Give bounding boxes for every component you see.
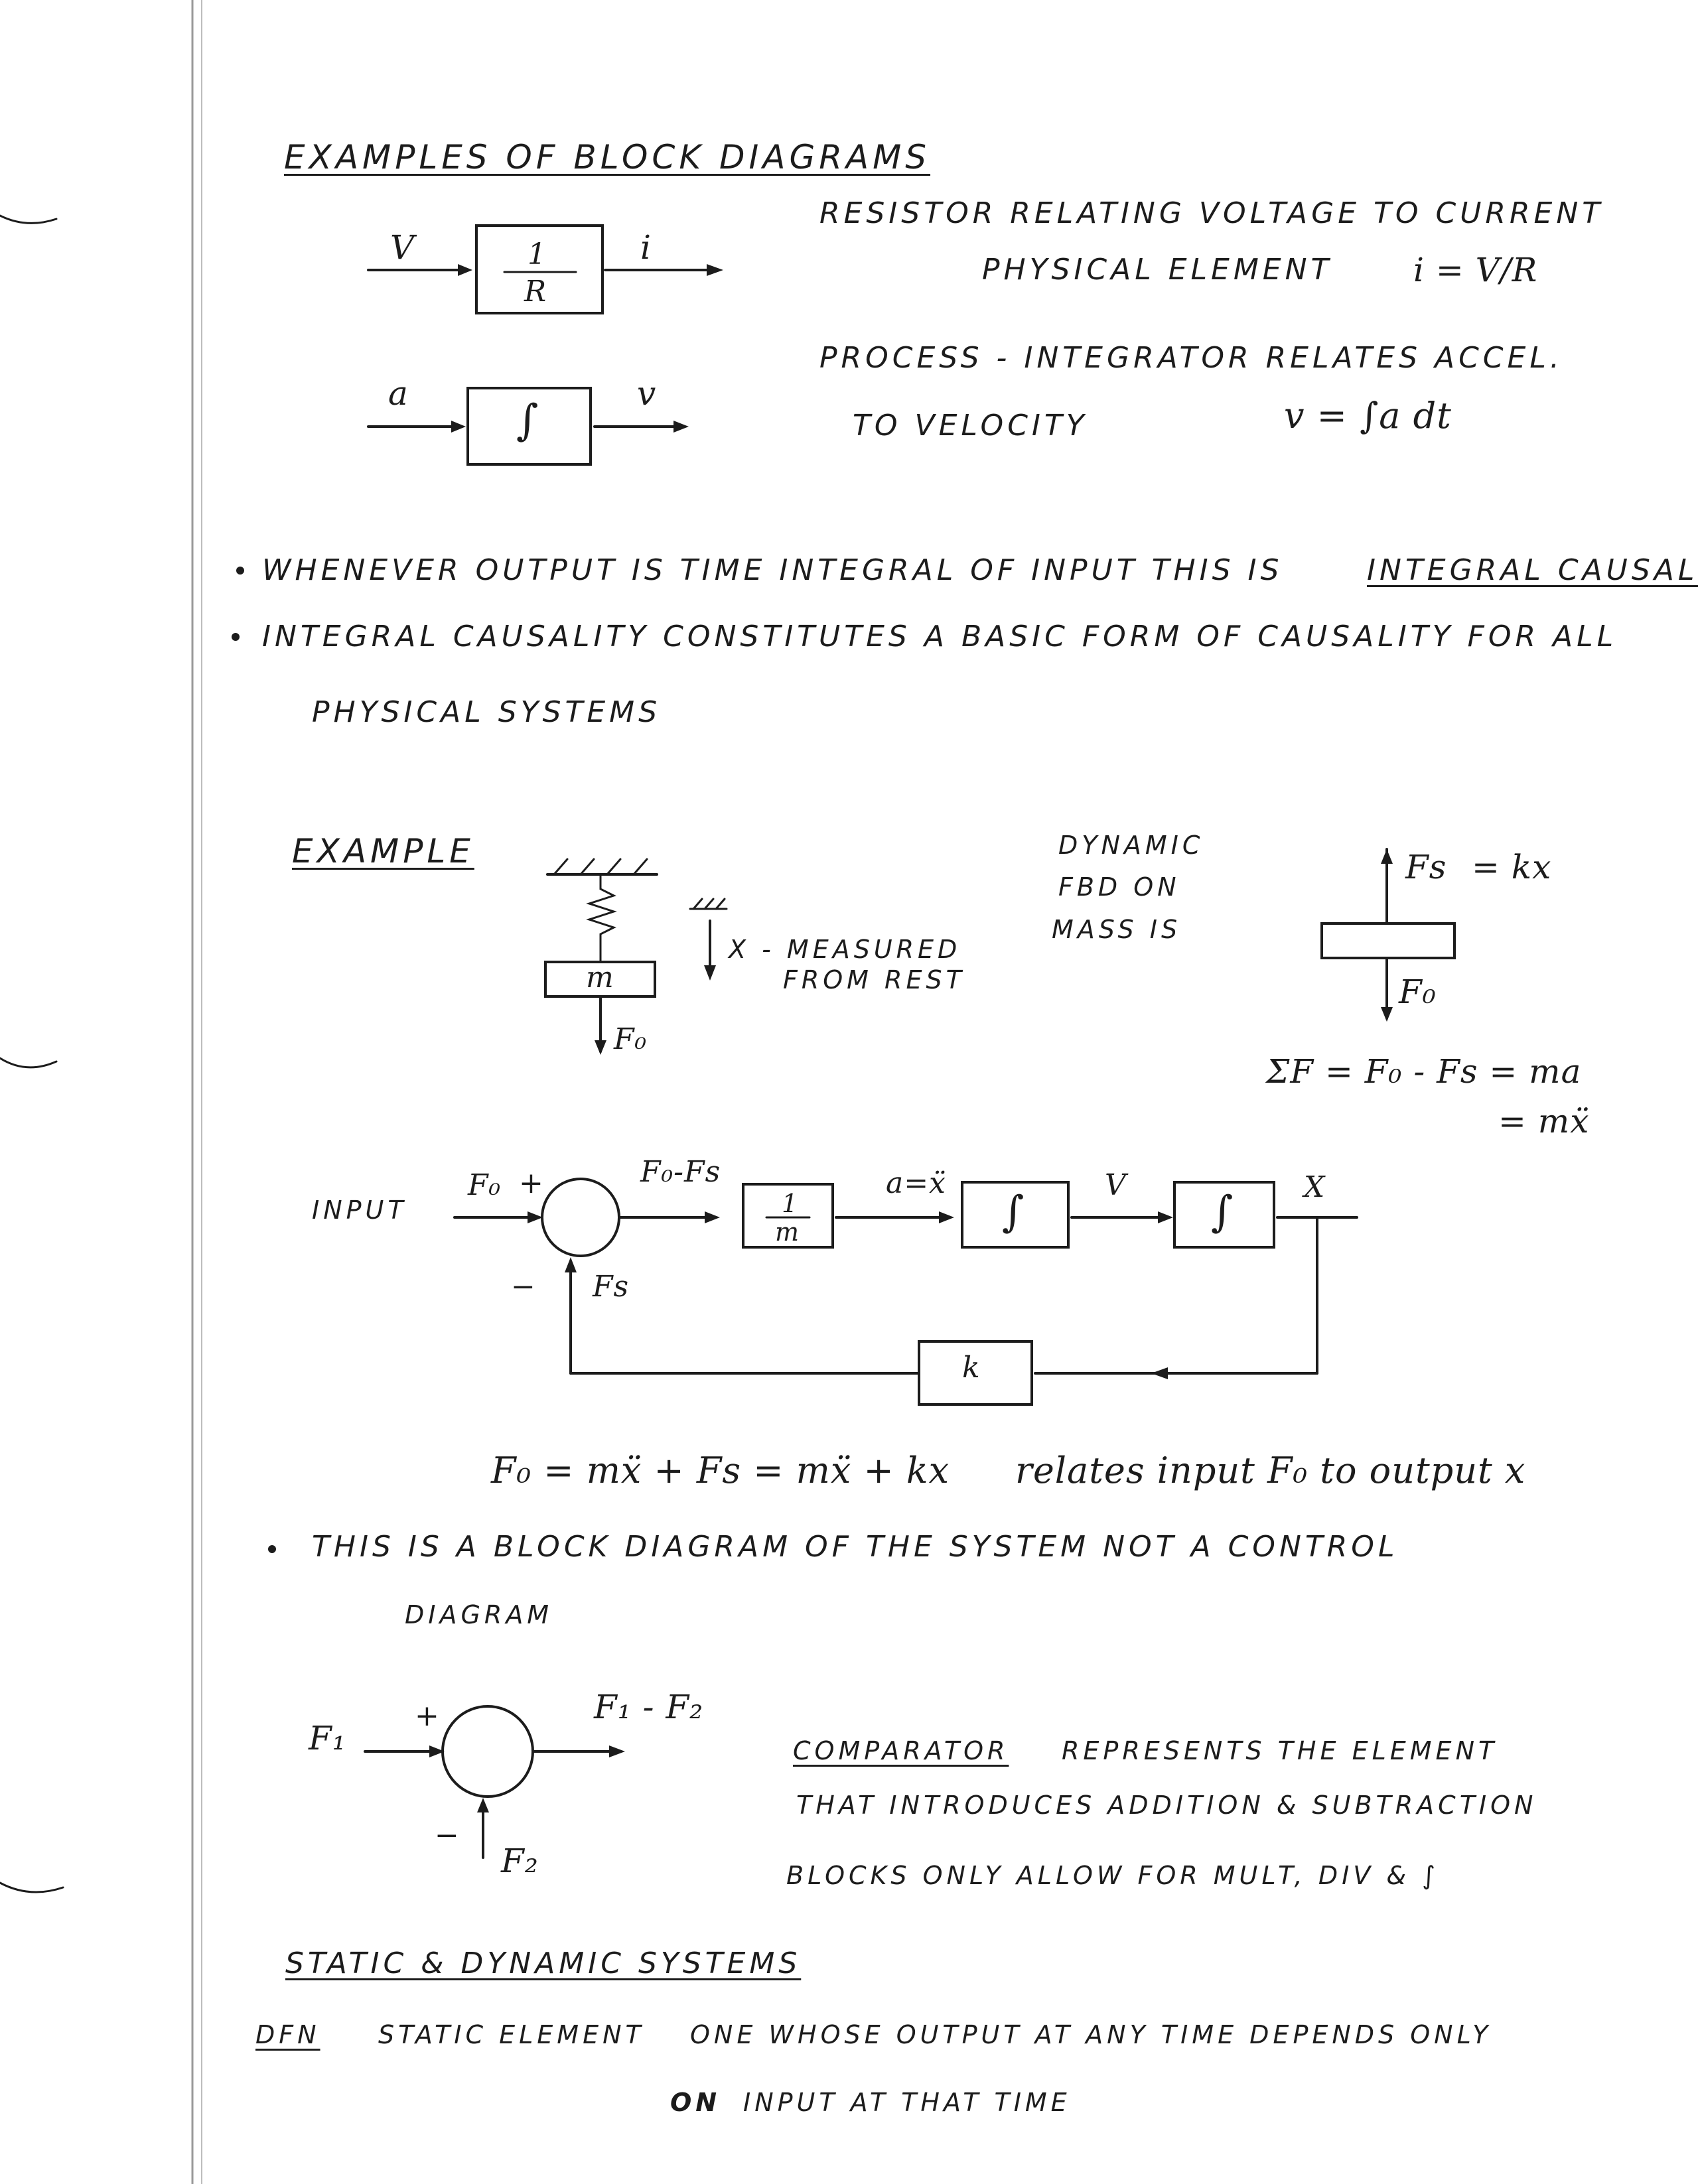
integrator-description-cont: TO VELOCITY — [853, 409, 1088, 443]
loop-minus-sign: − — [511, 1270, 536, 1304]
system-equation: F₀ = mẍ + Fs = mẍ + kx — [491, 1450, 950, 1491]
spring-gain-label: k — [962, 1351, 981, 1385]
bullet-1-text: WHENEVER OUTPUT IS TIME INTEGRAL OF INPUT THIS IS — [262, 553, 1283, 587]
bullet-dot — [232, 633, 240, 641]
hole-punch-mark — [0, 1058, 56, 1067]
arrowhead — [1381, 849, 1393, 864]
static-element-term: STATIC ELEMENT — [378, 2020, 645, 2049]
x-measurement-note: X - MEASURED — [729, 935, 961, 964]
mass-label: m — [586, 961, 614, 994]
hole-punch-mark — [0, 216, 56, 223]
fbd-description-line3: MASS IS — [1052, 915, 1182, 944]
blocks-note: BLOCKS ONLY ALLOW FOR MULT, DIV & ∫ — [786, 1861, 1439, 1890]
bullet-dot — [236, 567, 244, 575]
arrowhead — [673, 421, 689, 433]
loop-f0-label: F₀ — [468, 1168, 502, 1202]
summing-junction — [542, 1179, 619, 1256]
spring-force-label: Fs — [1405, 848, 1447, 886]
fbd-mass-block — [1322, 923, 1454, 958]
fbd-description-line2: FBD ON — [1058, 872, 1180, 902]
resistor-gain-denominator: R — [524, 275, 547, 308]
loop-difference-label: F₀-Fs — [640, 1155, 721, 1189]
x-measurement-note-cont: FROM REST — [783, 965, 965, 994]
integrator-input-label: a — [388, 374, 409, 413]
arrowhead — [1151, 1367, 1168, 1379]
velocity-label: V — [1105, 1168, 1127, 1202]
reference-hatch — [693, 899, 725, 909]
bullet-2-text: INTEGRAL CAUSALITY CONSTITUTES A BASIC FORM OF CAUSALITY FOR ALL — [262, 620, 1618, 653]
integrator-symbol: ∫ — [516, 396, 539, 445]
newton-equation: ΣF = F₀ - Fs = ma — [1266, 1052, 1582, 1091]
arrowhead — [528, 1211, 543, 1223]
arrowhead — [565, 1257, 577, 1272]
arrowhead — [939, 1211, 954, 1223]
arrowhead — [595, 1040, 606, 1055]
bullet-dot — [268, 1545, 276, 1553]
arrowhead — [1381, 1007, 1393, 1022]
comparator-description-cont: THAT INTRODUCES ADDITION & SUBTRACTION — [796, 1791, 1537, 1820]
arrowhead — [609, 1745, 625, 1757]
static-element-definition: ONE WHOSE OUTPUT AT ANY TIME DEPENDS ONLY — [690, 2020, 1492, 2049]
comparator-title: COMPARATOR — [793, 1736, 1009, 1765]
integral-causality-term: INTEGRAL CAUSAL — [1367, 553, 1698, 587]
fbd-description-line1: DYNAMIC — [1058, 831, 1204, 860]
arrowhead — [707, 264, 723, 276]
comparator-output-label: F₁ - F₂ — [594, 1688, 704, 1726]
equation-explanation: relates input F₀ to output x — [1015, 1450, 1526, 1491]
inverse-mass-numerator: 1 — [782, 1189, 799, 1218]
arrowhead — [705, 1211, 720, 1223]
ceiling-hatch — [554, 859, 647, 874]
loop-input-label: INPUT — [312, 1195, 407, 1225]
example-label: EXAMPLE — [292, 832, 474, 870]
inverse-mass-denominator: m — [775, 1217, 800, 1247]
integrator-output-label: v — [637, 374, 657, 413]
output-x-label: X — [1304, 1170, 1326, 1204]
arrowhead — [477, 1798, 489, 1812]
bullet-3-text: THIS IS A BLOCK DIAGRAM OF THE SYSTEM NOT A CONTROL — [312, 1530, 1399, 1564]
arrowhead — [1158, 1211, 1173, 1223]
definition-on-word: ON — [670, 2088, 721, 2117]
fbd-applied-force-label: F₀ — [1399, 973, 1437, 1011]
arrowhead — [458, 264, 472, 276]
comparator-circle — [443, 1706, 533, 1797]
static-element-definition-cont: INPUT AT THAT TIME — [743, 2088, 1071, 2117]
resistor-description: RESISTOR RELATING VOLTAGE TO CURRENT — [819, 196, 1604, 230]
loop-fs-label: Fs — [593, 1270, 630, 1304]
resistor-input-label: V — [390, 228, 415, 267]
bullet-3-text-cont: DIAGRAM — [405, 1600, 553, 1629]
comparator-f2-label: F₂ — [501, 1842, 539, 1880]
acceleration-label: a=ẍ — [886, 1166, 946, 1200]
static-dynamic-heading: STATIC & DYNAMIC SYSTEMS — [285, 1946, 802, 1980]
resistor-element-type: PHYSICAL ELEMENT — [982, 253, 1333, 287]
newton-equation-cont: = mẍ — [1498, 1102, 1590, 1140]
integrator-description: PROCESS - INTEGRATOR RELATES ACCEL. — [819, 341, 1563, 375]
spring-force-equation: = kx — [1472, 848, 1552, 886]
comparator-minus-sign: − — [435, 1818, 460, 1852]
hole-punch-mark — [0, 1883, 63, 1892]
loop-plus-sign: + — [519, 1166, 544, 1200]
comparator-f1-label: F₁ — [309, 1719, 346, 1757]
integrator-2-symbol: ∫ — [1211, 1188, 1234, 1237]
bullet-2-text-cont: PHYSICAL SYSTEMS — [312, 695, 662, 729]
spring — [589, 874, 614, 962]
arrowhead — [451, 421, 466, 433]
integrator-1-symbol: ∫ — [1002, 1188, 1025, 1237]
comparator-description: REPRESENTS THE ELEMENT — [1062, 1736, 1498, 1765]
resistor-output-label: i — [640, 228, 652, 267]
arrowhead — [704, 965, 716, 981]
resistor-formula: i = V/R — [1413, 251, 1538, 289]
integrator-formula: v = ∫a dt — [1284, 395, 1452, 437]
resistor-gain-numerator: 1 — [528, 238, 547, 271]
applied-force-label: F₀ — [614, 1022, 648, 1056]
page-heading: EXAMPLES OF BLOCK DIAGRAMS — [284, 138, 931, 176]
comparator-plus-sign: + — [415, 1699, 440, 1733]
definition-marker: DFN — [255, 2020, 320, 2049]
